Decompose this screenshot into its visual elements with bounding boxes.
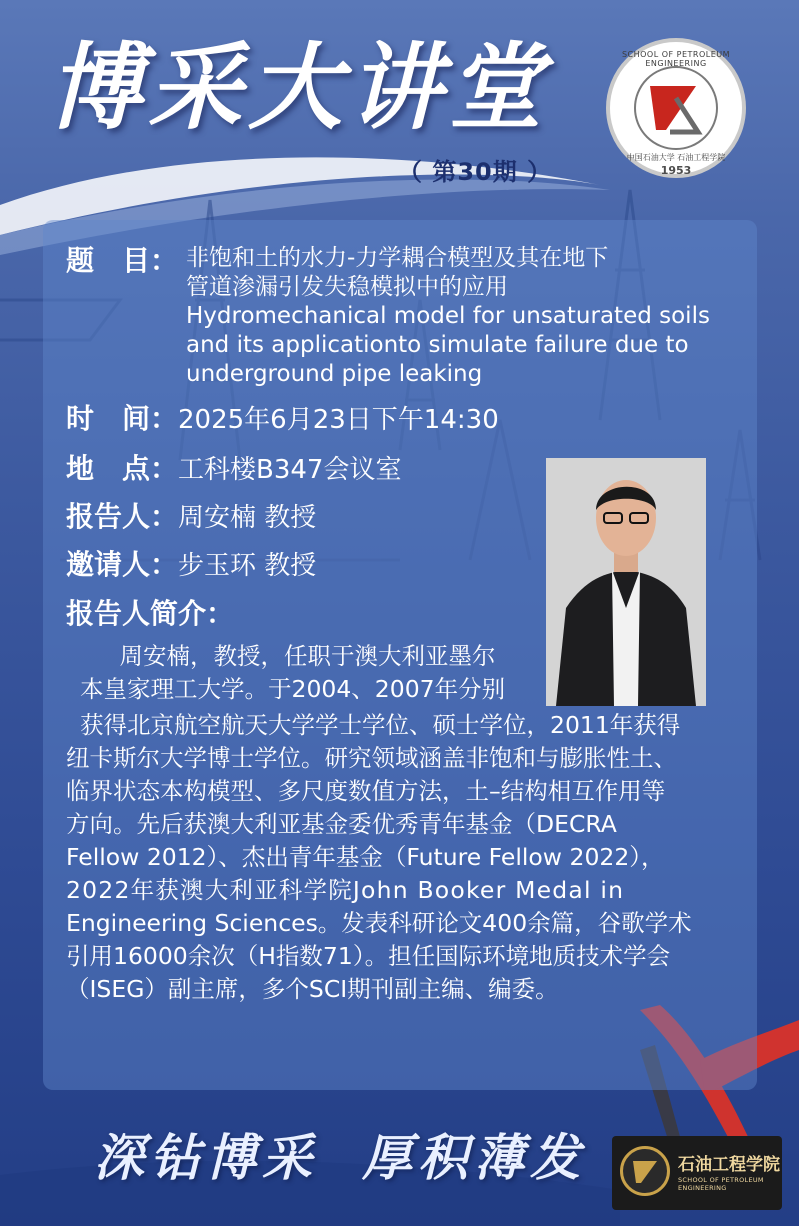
- bio-line: （ISEG）副主席，多个SCI期刊副主编、编委。: [66, 975, 559, 1003]
- speaker-value: 周安楠 教授: [178, 503, 317, 533]
- footer-school-badge: [612, 1136, 782, 1210]
- bio-heading: 报告人简介：: [66, 597, 235, 630]
- place-row: [66, 452, 401, 487]
- bio-line: 方向。先后获澳大利亚基金委优秀青年基金（DECRA: [66, 810, 617, 838]
- badge-school-name-en: SCHOOL OF PETROLEUM ENGINEERING: [678, 1176, 764, 1192]
- bio-line: 本皇家理工大学。于2004、2007年分别: [80, 675, 506, 703]
- host-label: 邀请人：: [66, 548, 179, 581]
- talk-title: [186, 244, 726, 389]
- place-label: 地 点：: [66, 452, 179, 485]
- badge-school-name: 石油工程学院: [678, 1155, 780, 1175]
- time-value: 2025年6月23日下午14:30: [178, 405, 499, 435]
- speaker-label: 报告人：: [66, 500, 179, 533]
- host-value: 步玉环 教授: [178, 551, 317, 581]
- issue-number: （ 第30期 ）: [398, 158, 553, 186]
- time-label: 时 间：: [66, 402, 179, 435]
- slogan: [94, 1118, 630, 1190]
- host-row: [66, 548, 316, 583]
- talk-title-line: and its applicationto simulate failure due to: [186, 332, 689, 358]
- bio-line: 2022年获澳大利亚科学院John Booker Medal in: [66, 876, 625, 904]
- logo-mark-icon: [636, 68, 716, 148]
- logo-emblem: [634, 66, 718, 150]
- logo-text-top: SCHOOL OF PETROLEUM ENGINEERING: [621, 50, 731, 68]
- talk-title-line: 管道渗漏引发失稳模拟中的应用: [186, 274, 508, 300]
- bio-line: Fellow 2012）、杰出青年基金（Future Fellow 2022），: [66, 843, 665, 871]
- talk-title-line: 非饱和土的水力-力学耦合模型及其在地下: [186, 245, 609, 271]
- title-label: 题 目：: [66, 244, 179, 277]
- bio-line: 获得北京航空航天大学学士学位、硕士学位，2011年获得: [80, 711, 681, 739]
- logo-year: 1953: [660, 164, 692, 177]
- talk-title-line: Hydromechanical model for unsaturated soils: [186, 303, 710, 329]
- logo-text-bottom: 中国石油大学 石油工程学院: [626, 153, 726, 162]
- bio-line: 纽卡斯尔大学博士学位。研究领域涵盖非饱和与膨胀性土、: [66, 744, 677, 772]
- place-value: 工科楼B347会议室: [178, 455, 402, 485]
- bio-line: 临界状态本构模型、多尺度数值方法，土–结构相互作用等: [66, 777, 666, 805]
- bio-line: 周安楠，教授，任职于澳大利亚墨尔: [96, 642, 496, 670]
- slogan-left: 深钻博采: [94, 1128, 318, 1187]
- event-series-title: 博采大讲堂: [48, 33, 549, 143]
- school-logo: [606, 38, 746, 178]
- badge-logo-icon: [620, 1146, 670, 1196]
- bio-text: [66, 640, 736, 1006]
- speaker-row: [66, 500, 316, 535]
- bio-line: Engineering Sciences。发表科研论文400余篇，谷歌学术: [66, 909, 692, 937]
- time-row: [66, 402, 499, 437]
- slogan-right: 厚积薄发: [362, 1128, 586, 1187]
- bio-line: 引用16000余次（H指数71）。担任国际环境地质技术学会: [66, 942, 671, 970]
- talk-title-line: underground pipe leaking: [186, 361, 483, 387]
